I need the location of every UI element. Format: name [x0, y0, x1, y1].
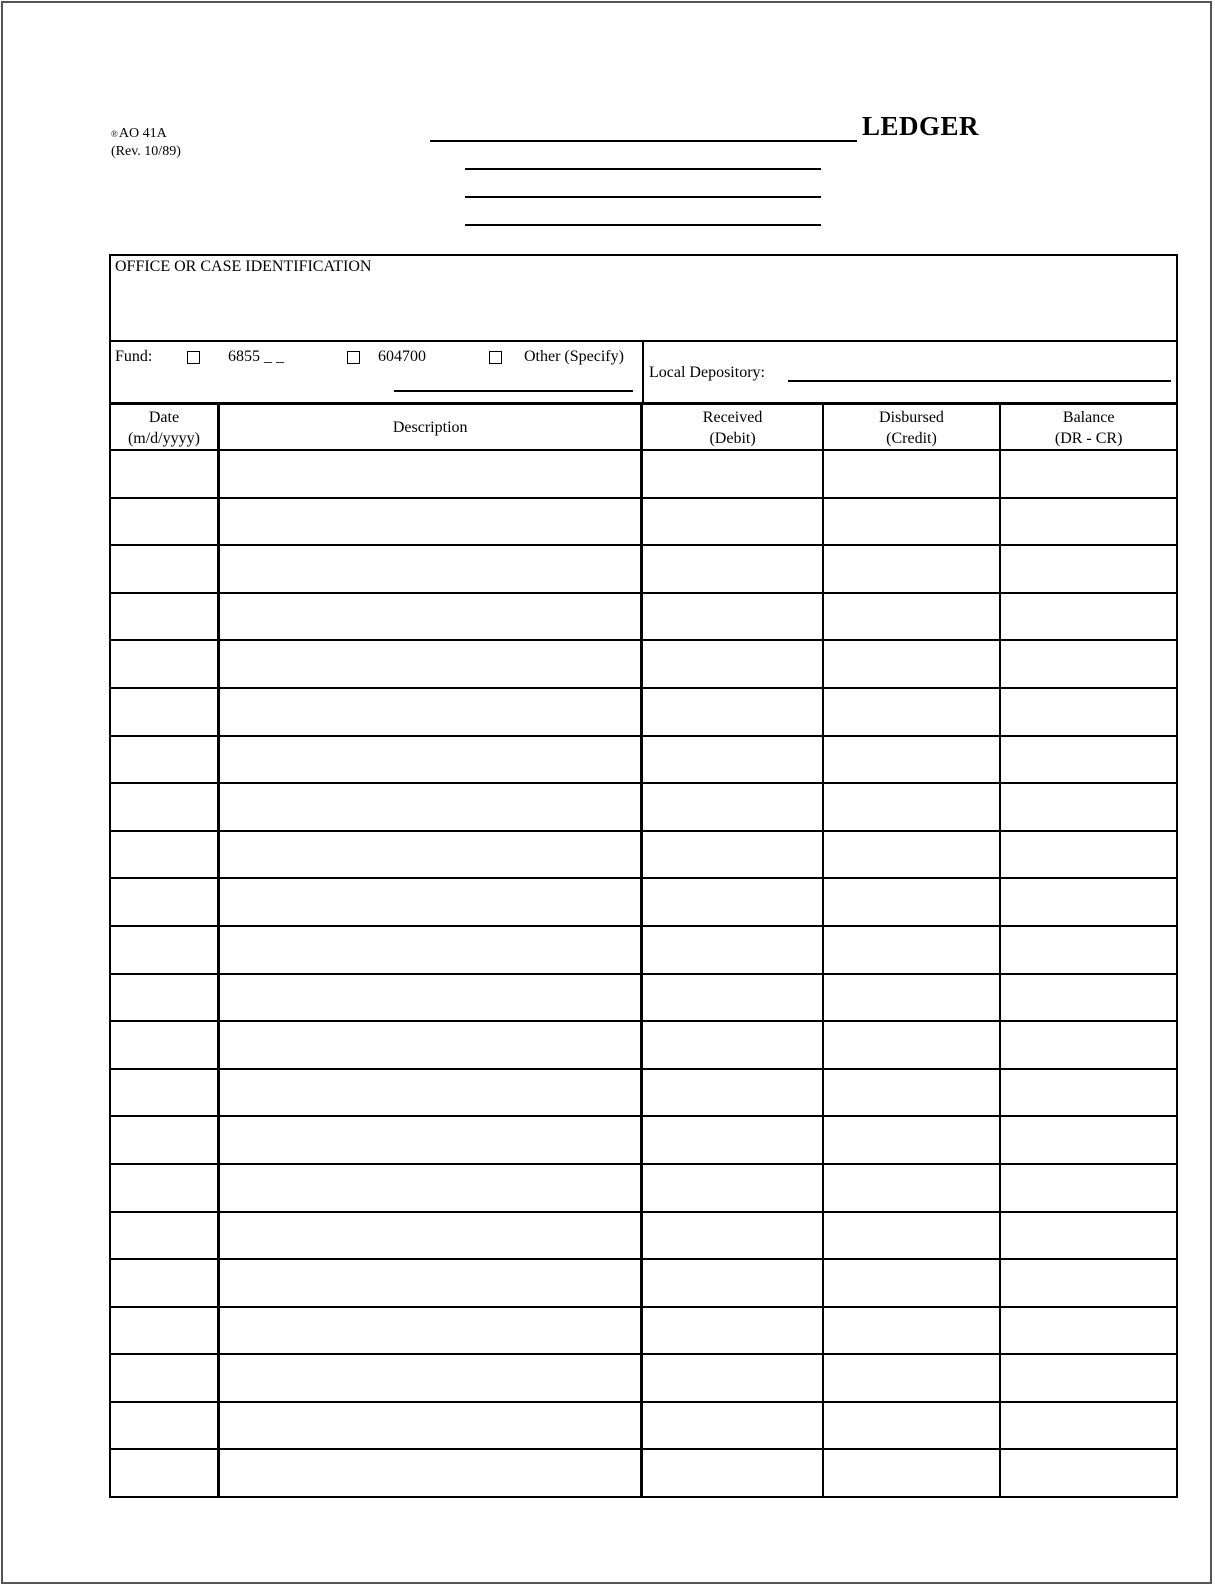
received-cell[interactable] [642, 1021, 823, 1069]
received-cell[interactable] [642, 878, 823, 926]
date-cell[interactable] [110, 450, 218, 498]
description-cell[interactable] [218, 1021, 642, 1069]
balance-cell[interactable] [1000, 1354, 1177, 1402]
date-cell[interactable] [110, 640, 218, 688]
disbursed-cell[interactable] [823, 450, 1001, 498]
balance-cell[interactable] [1000, 593, 1177, 641]
date-cell[interactable] [110, 1449, 218, 1497]
balance-cell[interactable] [1000, 1449, 1177, 1497]
disbursed-cell[interactable] [823, 1164, 1001, 1212]
disbursed-cell[interactable] [823, 1449, 1001, 1497]
date-cell[interactable] [110, 498, 218, 546]
disbursed-cell[interactable] [823, 926, 1001, 974]
description-cell[interactable] [218, 450, 642, 498]
received-cell[interactable] [642, 1402, 823, 1450]
table-row [110, 974, 1177, 1022]
subtitle-line-2[interactable] [465, 196, 821, 198]
received-cell[interactable] [642, 1307, 823, 1355]
date-cell[interactable] [110, 926, 218, 974]
column-header-disbursed: Disbursed (Credit) [823, 404, 1001, 450]
description-cell[interactable] [218, 736, 642, 784]
date-cell[interactable] [110, 1212, 218, 1260]
balance-cell[interactable] [1000, 926, 1177, 974]
date-cell[interactable] [110, 974, 218, 1022]
balance-cell[interactable] [1000, 640, 1177, 688]
received-cell[interactable] [642, 498, 823, 546]
table-row [110, 498, 1177, 546]
date-cell[interactable] [110, 688, 218, 736]
fund-label: Fund: [115, 348, 153, 365]
disbursed-cell[interactable] [823, 1021, 1001, 1069]
balance-cell[interactable] [1000, 1402, 1177, 1450]
date-cell[interactable] [110, 783, 218, 831]
date-cell[interactable] [110, 1116, 218, 1164]
table-row [110, 1259, 1177, 1307]
ledger-table [109, 403, 1178, 1498]
table-row [110, 1402, 1177, 1450]
table-row [110, 640, 1177, 688]
description-cell[interactable] [218, 1164, 642, 1212]
received-cell[interactable] [642, 1212, 823, 1260]
balance-cell[interactable] [1000, 1307, 1177, 1355]
table-row [110, 831, 1177, 879]
disbursed-cell[interactable] [823, 1212, 1001, 1260]
subtitle-line-3[interactable] [465, 224, 821, 226]
received-cell[interactable] [642, 1259, 823, 1307]
disbursed-cell[interactable] [823, 878, 1001, 926]
date-cell[interactable] [110, 1402, 218, 1450]
balance-cell[interactable] [1000, 878, 1177, 926]
date-cell[interactable] [110, 1021, 218, 1069]
description-cell[interactable] [218, 688, 642, 736]
balance-cell[interactable] [1000, 1164, 1177, 1212]
date-cell[interactable] [110, 878, 218, 926]
subtitle-line-1[interactable] [465, 168, 821, 170]
ledger-body [110, 450, 1177, 1497]
table-row [110, 593, 1177, 641]
fund-604700-checkbox[interactable] [347, 351, 360, 364]
received-cell[interactable] [642, 688, 823, 736]
table-row [110, 450, 1177, 498]
table-row [110, 1069, 1177, 1117]
disbursed-cell[interactable] [823, 783, 1001, 831]
disbursed-cell[interactable] [823, 1259, 1001, 1307]
table-row [110, 1354, 1177, 1402]
received-cell[interactable] [642, 1069, 823, 1117]
fund-column-divider [642, 340, 644, 404]
date-cell[interactable] [110, 831, 218, 879]
table-row [110, 736, 1177, 784]
received-cell[interactable] [642, 1164, 823, 1212]
local-depository-field[interactable] [788, 380, 1171, 382]
balance-cell[interactable] [1000, 1069, 1177, 1117]
description-cell[interactable] [218, 926, 642, 974]
table-row [110, 926, 1177, 974]
column-header-received: Received (Debit) [642, 404, 823, 450]
description-cell[interactable] [218, 974, 642, 1022]
fund-other-checkbox[interactable] [489, 351, 502, 364]
received-cell[interactable] [642, 783, 823, 831]
description-cell[interactable] [218, 1354, 642, 1402]
disbursed-cell[interactable] [823, 593, 1001, 641]
received-cell[interactable] [642, 831, 823, 879]
disbursed-cell[interactable] [823, 1069, 1001, 1117]
disbursed-cell[interactable] [823, 1354, 1001, 1402]
table-row [110, 1164, 1177, 1212]
date-cell[interactable] [110, 1259, 218, 1307]
disbursed-cell[interactable] [823, 974, 1001, 1022]
description-cell[interactable] [218, 1307, 642, 1355]
balance-cell[interactable] [1000, 1259, 1177, 1307]
balance-cell[interactable] [1000, 831, 1177, 879]
table-row [110, 545, 1177, 593]
description-cell[interactable] [218, 545, 642, 593]
description-cell[interactable] [218, 593, 642, 641]
registered-mark: ® [111, 129, 118, 139]
received-cell[interactable] [642, 1116, 823, 1164]
table-row [110, 1116, 1177, 1164]
balance-cell[interactable] [1000, 688, 1177, 736]
fund-6855-label: 6855 _ _ [228, 348, 284, 365]
balance-cell[interactable] [1000, 1212, 1177, 1260]
balance-cell[interactable] [1000, 498, 1177, 546]
disbursed-cell[interactable] [823, 498, 1001, 546]
date-cell[interactable] [110, 1354, 218, 1402]
fund-other-label: Other (Specify) [524, 348, 624, 365]
received-cell[interactable] [642, 1449, 823, 1497]
table-row [110, 1021, 1177, 1069]
form-revision: (Rev. 10/89) [111, 144, 181, 159]
column-header-date: Date (m/d/yyyy) [110, 404, 218, 450]
received-cell[interactable] [642, 640, 823, 688]
description-cell[interactable] [218, 1116, 642, 1164]
date-cell[interactable] [110, 1307, 218, 1355]
table-row [110, 688, 1177, 736]
description-cell[interactable] [218, 1449, 642, 1497]
table-row [110, 878, 1177, 926]
received-cell[interactable] [642, 450, 823, 498]
balance-cell[interactable] [1000, 736, 1177, 784]
form-number: AO 41A [118, 126, 167, 141]
identification-box [109, 254, 1178, 404]
received-cell[interactable] [642, 545, 823, 593]
disbursed-cell[interactable] [823, 1307, 1001, 1355]
description-cell[interactable] [218, 1069, 642, 1117]
disbursed-cell[interactable] [823, 545, 1001, 593]
balance-cell[interactable] [1000, 450, 1177, 498]
balance-cell[interactable] [1000, 783, 1177, 831]
received-cell[interactable] [642, 736, 823, 784]
description-cell[interactable] [218, 640, 642, 688]
description-cell[interactable] [218, 1402, 642, 1450]
ledger-header-row [110, 404, 1177, 450]
balance-cell[interactable] [1000, 545, 1177, 593]
table-row [110, 783, 1177, 831]
table-row [110, 1307, 1177, 1355]
date-cell[interactable] [110, 593, 218, 641]
disbursed-cell[interactable] [823, 640, 1001, 688]
fund-6855-checkbox[interactable] [187, 351, 200, 364]
column-header-balance: Balance (DR - CR) [1000, 404, 1177, 450]
disbursed-cell[interactable] [823, 736, 1001, 784]
local-depository-label: Local Depository: [649, 364, 765, 381]
disbursed-cell[interactable] [823, 831, 1001, 879]
balance-cell[interactable] [1000, 1021, 1177, 1069]
date-cell[interactable] [110, 545, 218, 593]
date-cell[interactable] [110, 736, 218, 784]
received-cell[interactable] [642, 974, 823, 1022]
description-cell[interactable] [218, 1259, 642, 1307]
description-cell[interactable] [218, 783, 642, 831]
description-cell[interactable] [218, 831, 642, 879]
table-row [110, 1212, 1177, 1260]
description-cell[interactable] [218, 878, 642, 926]
column-header-description: Description [218, 404, 642, 450]
received-cell[interactable] [642, 1354, 823, 1402]
description-cell[interactable] [218, 498, 642, 546]
description-cell[interactable] [218, 1212, 642, 1260]
disbursed-cell[interactable] [823, 688, 1001, 736]
balance-cell[interactable] [1000, 1116, 1177, 1164]
date-cell[interactable] [110, 1164, 218, 1212]
page-title: LEDGER [862, 111, 980, 141]
disbursed-cell[interactable] [823, 1402, 1001, 1450]
form-identifier [111, 125, 181, 161]
disbursed-cell[interactable] [823, 1116, 1001, 1164]
received-cell[interactable] [642, 926, 823, 974]
ledger-name-line[interactable] [430, 140, 857, 142]
table-row [110, 1449, 1177, 1497]
balance-cell[interactable] [1000, 974, 1177, 1022]
received-cell[interactable] [642, 593, 823, 641]
fund-604700-label: 604700 [378, 348, 426, 365]
date-cell[interactable] [110, 1069, 218, 1117]
fund-other-specify-field[interactable] [394, 390, 633, 392]
identification-label: OFFICE OR CASE IDENTIFICATION [115, 258, 372, 275]
